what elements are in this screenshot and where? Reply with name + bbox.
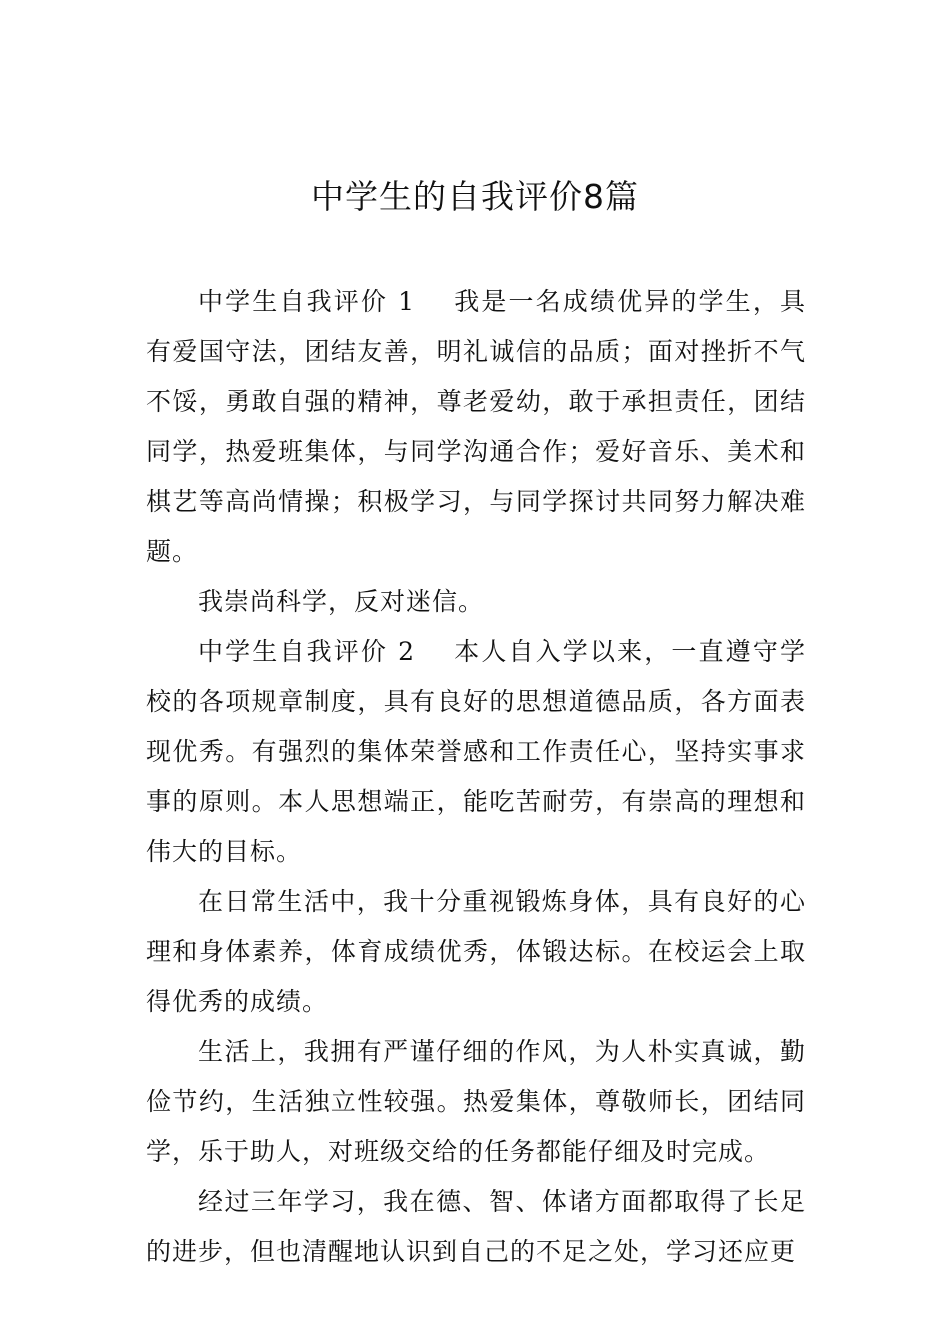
document-title: 中学生的自我评价8篇 — [311, 177, 639, 216]
paragraph-text: 经过三年学习，我在德、智、体诸方面都取得了长足的进步，但也清醒地认识到自己的不足之处，学习还应更 — [146, 1187, 806, 1266]
paragraph — [146, 1027, 806, 1177]
paragraph — [146, 877, 806, 1027]
section-heading: 中学生自我评价 1 — [198, 287, 416, 316]
paragraph — [146, 1177, 806, 1277]
paragraph-text: 本人自入学以来，一直遵守学校的各项规章制度，具有良好的思想道德品质，各方面表现优秀。有强烈的集体荣誉感和工作责任心，坚持实事求事的原则。本人思想端正，能吃苦耐劳，有崇高的理想和伟大的目标。 — [146, 637, 806, 866]
document-body — [146, 277, 806, 1277]
paragraph — [146, 577, 806, 627]
paragraph-text: 在日常生活中，我十分重视锻炼身体，具有良好的心理和身体素养，体育成绩优秀，体锻达标。在校运会上取得优秀的成绩。 — [146, 887, 806, 1016]
paragraph-text: 我崇尚科学，反对迷信。 — [198, 587, 485, 616]
paragraph-text: 我是一名成绩优异的学生，具有爱国守法，团结友善，明礼诚信的品质；面对挫折不气不馁，勇敢自强的精神，尊老爱幼，敢于承担责任，团结同学，热爱班集体，与同学沟通合作；爱好音乐、美术和棋艺等高尚情操；积极学习，与同学探讨共同努力解决难题。 — [146, 287, 806, 566]
paragraph-text: 生活上，我拥有严谨仔细的作风，为人朴实真诚，勤俭节约，生活独立性较强。热爱集体，尊敬师长，团结同学，乐于助人，对班级交给的任务都能仔细及时完成。 — [146, 1037, 806, 1166]
paragraph — [146, 627, 806, 877]
section-heading: 中学生自我评价 2 — [198, 637, 416, 666]
paragraph — [146, 277, 806, 577]
